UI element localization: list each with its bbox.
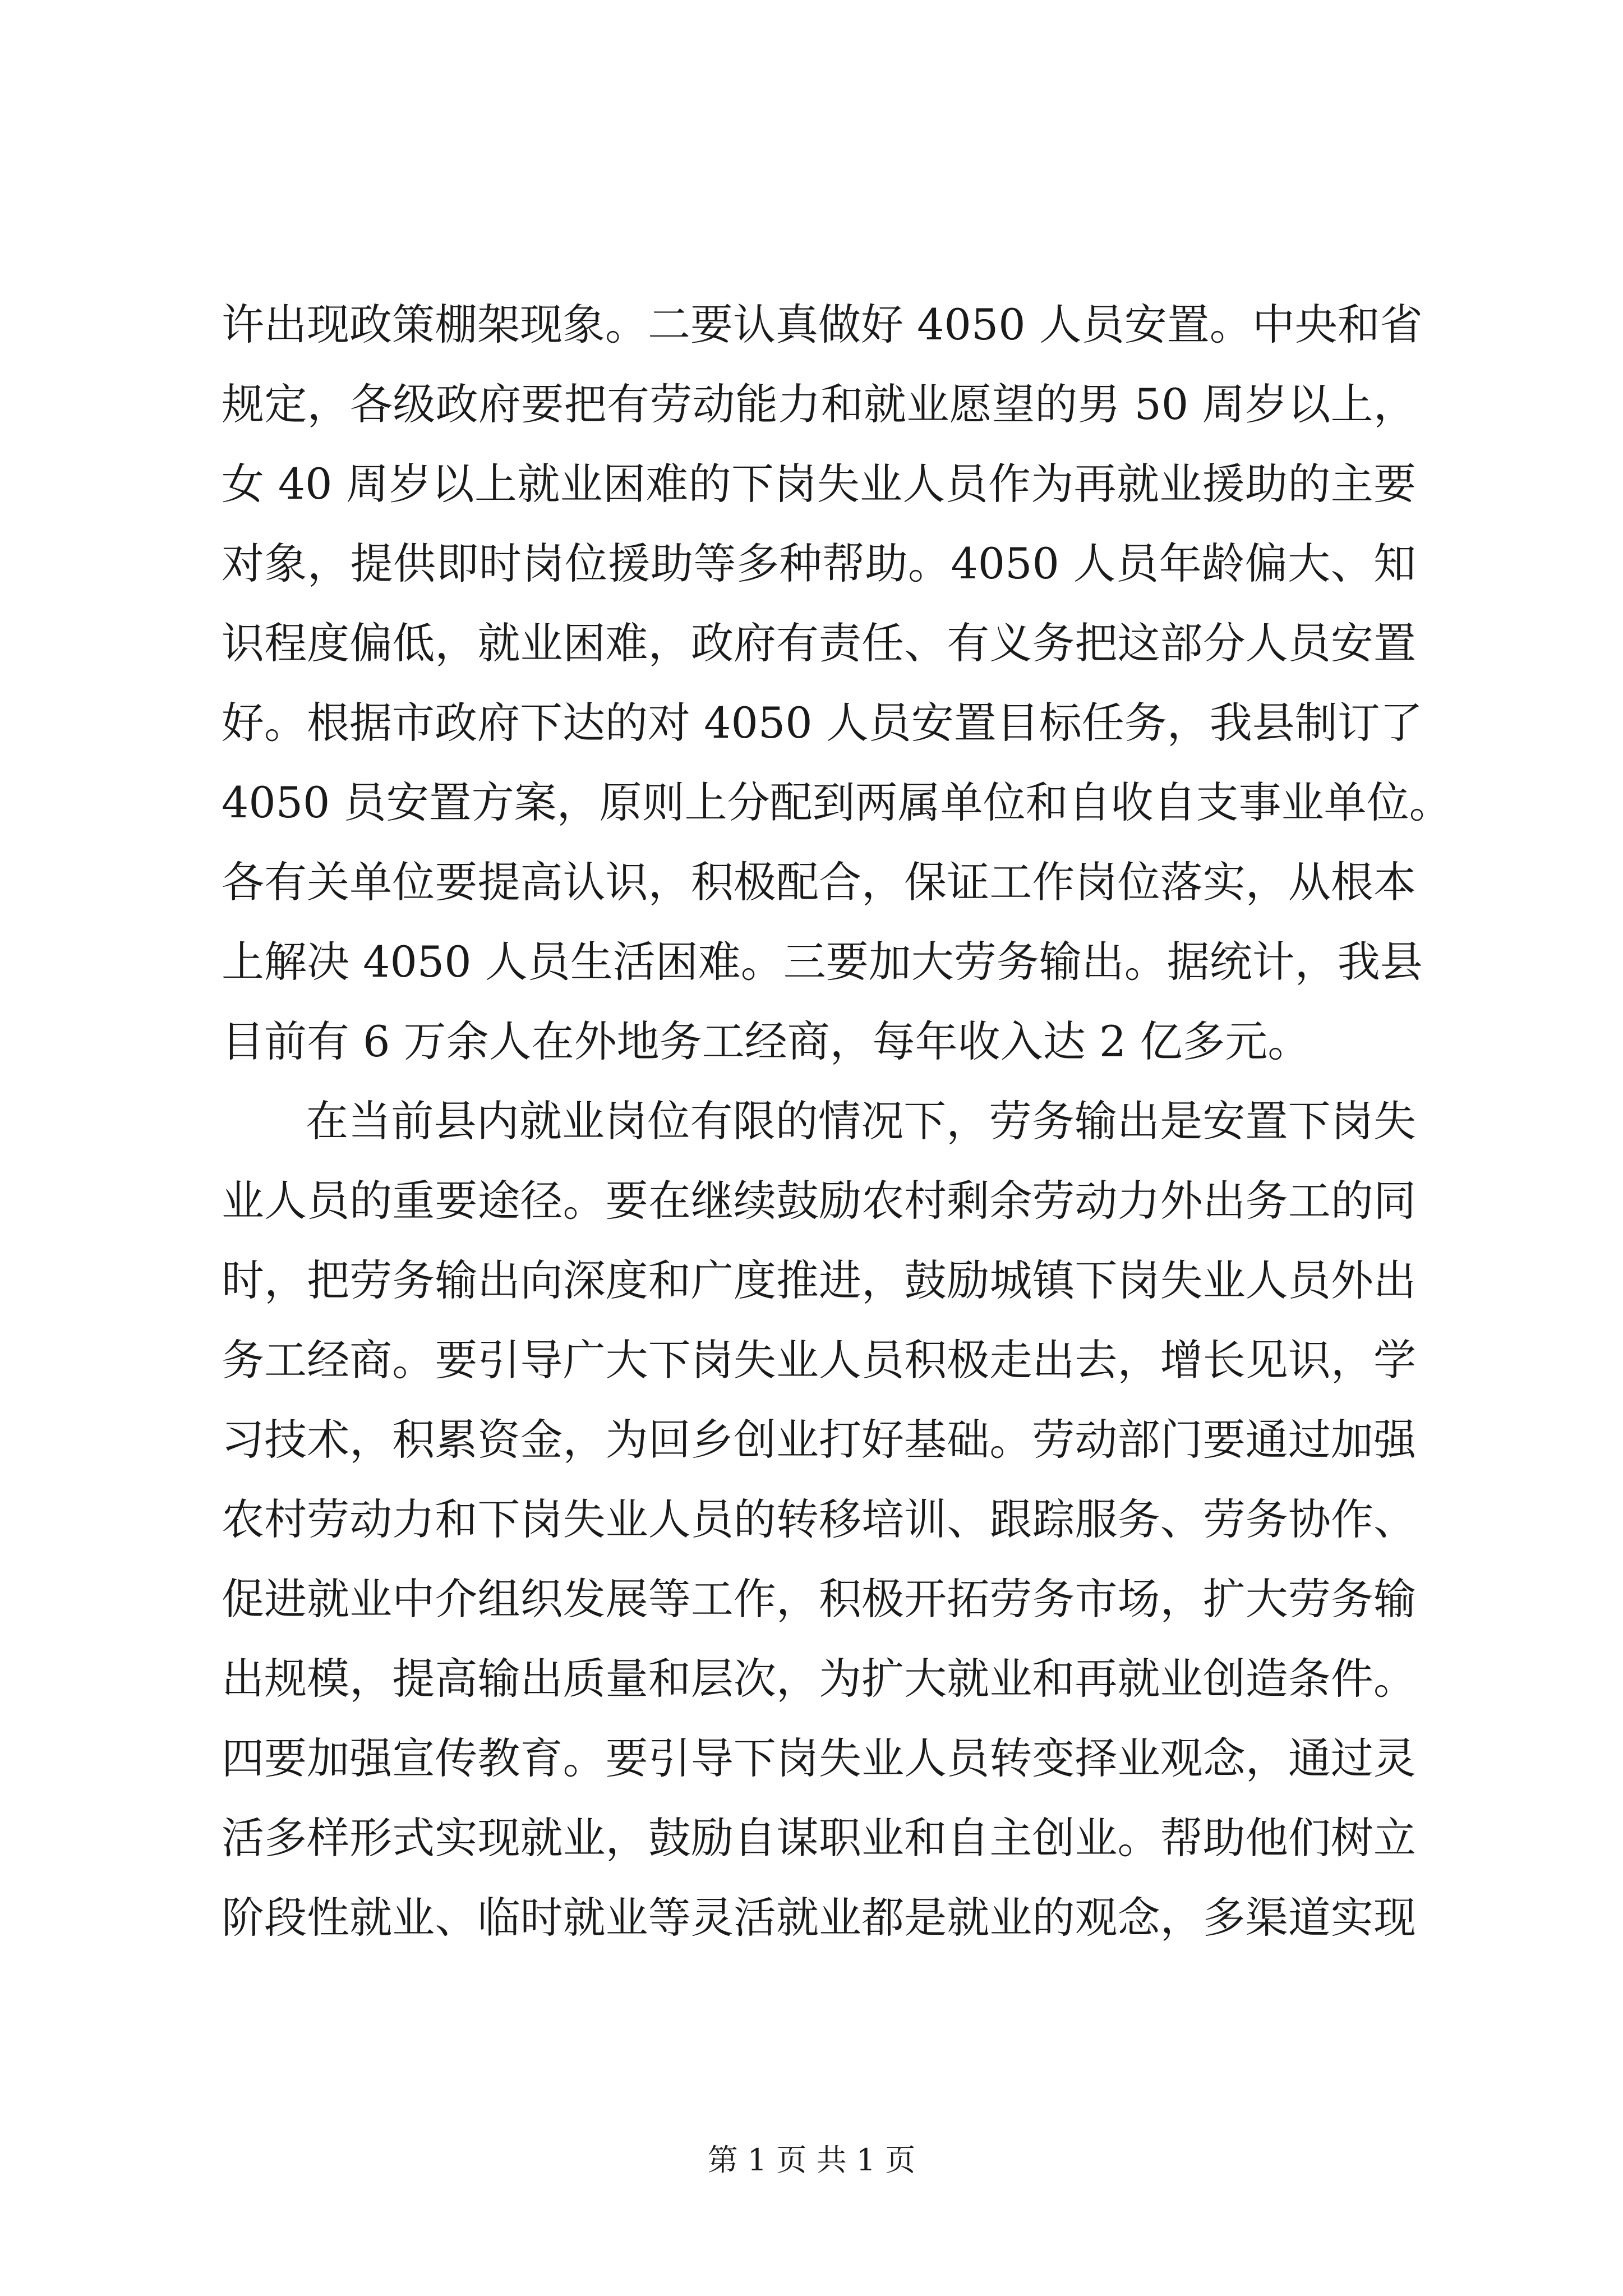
page-number-label: 第 1 页 共 1 页 xyxy=(707,2142,916,2178)
text-line: 习技术，积累资金，为回乡创业打好基础。劳动部门要通过加强 xyxy=(222,1415,1416,1465)
text-line: 目前有 6 万余人在外地务工经商，每年收入达 2 亿多元。 xyxy=(222,1016,1311,1066)
text-line: 时，把劳务输出向深度和广度推进，鼓励城镇下岗失业人员外出 xyxy=(222,1255,1416,1305)
text-line: 对象，提供即时岗位援助等多种帮助。4050 人员年龄偏大、知 xyxy=(222,539,1416,588)
page-footer xyxy=(0,2136,1623,2179)
text-line: 上解决 4050 人员生活困难。三要加大劳务输出。据统计，我县 xyxy=(222,937,1423,987)
body-text xyxy=(222,285,1452,1958)
text-line: 规定，各级政府要把有劳动能力和就业愿望的男 50 周岁以上， xyxy=(222,379,1416,429)
text-line: 务工经商。要引导广大下岗失业人员积极走出去，增长见识，学 xyxy=(222,1335,1416,1385)
text-line: 出规模，提高输出质量和层次，为扩大就业和再就业创造条件。 xyxy=(222,1654,1416,1704)
text-line: 四要加强宣传教育。要引导下岗失业人员转变择业观念，通过灵 xyxy=(222,1733,1416,1783)
text-line: 各有关单位要提高认识，积极配合，保证工作岗位落实，从根本 xyxy=(222,857,1416,907)
text-line: 在当前县内就业岗位有限的情况下，劳务输出是安置下岗失 xyxy=(306,1096,1416,1146)
text-line: 促进就业中介组织发展等工作，积极开拓劳务市场，扩大劳务输 xyxy=(222,1574,1416,1624)
text-line: 4050 员安置方案，原则上分配到两属单位和自收自支事业单位。 xyxy=(222,777,1452,827)
text-line: 活多样形式实现就业，鼓励自谋职业和自主创业。帮助他们树立 xyxy=(222,1813,1416,1863)
text-line: 阶段性就业、临时就业等灵活就业都是就业的观念，多渠道实现 xyxy=(222,1893,1416,1943)
text-line: 识程度偏低，就业困难，政府有责任、有义务把这部分人员安置 xyxy=(222,618,1416,668)
text-line: 许出现政策棚架现象。二要认真做好 4050 人员安置。中央和省 xyxy=(222,300,1423,349)
text-line: 业人员的重要途径。要在继续鼓励农村剩余劳动力外出务工的同 xyxy=(222,1176,1416,1226)
text-line: 农村劳动力和下岗失业人员的转移培训、跟踪服务、劳务协作、 xyxy=(222,1494,1416,1544)
text-line: 好。根据市政府下达的对 4050 人员安置目标任务，我县制订了 xyxy=(222,698,1423,748)
text-line: 女 40 周岁以上就业困难的下岗失业人员作为再就业援助的主要 xyxy=(222,459,1416,509)
